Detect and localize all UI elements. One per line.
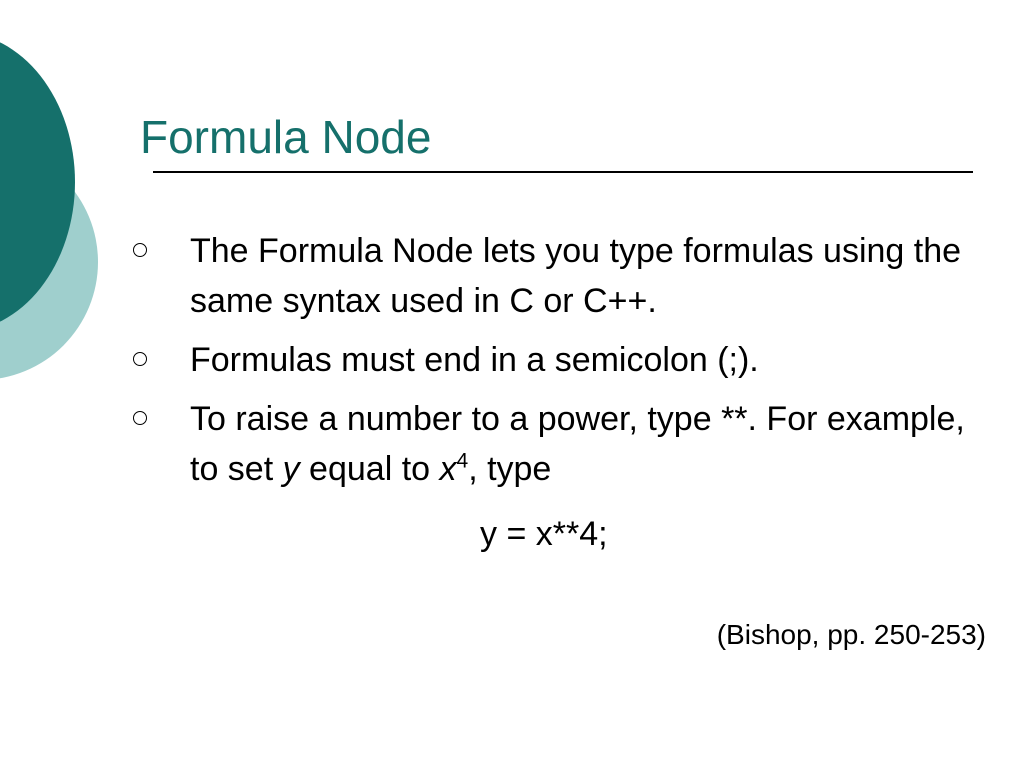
bullet-item <box>0 394 1024 494</box>
bullet-text: Formulas must end in a semicolon (;). <box>190 341 759 379</box>
formula-example: y = x**4; <box>480 515 608 553</box>
bullet-text: To raise a number to a power, type **. For example, to set <box>190 400 965 488</box>
title-underline <box>153 171 973 173</box>
bullet-item <box>0 335 1024 385</box>
citation: (Bishop, pp. 250-253) <box>716 619 986 650</box>
bullet-list <box>0 226 1024 503</box>
variable-x: x <box>439 450 457 488</box>
bullet-marker-icon <box>133 352 147 366</box>
bullet-marker-icon <box>133 411 147 425</box>
bullet-text: equal to <box>299 450 440 488</box>
exponent: 4 <box>456 449 469 473</box>
slide-title: Formula Node <box>140 111 432 163</box>
bullet-marker-icon <box>133 243 147 257</box>
bullet-item <box>0 226 1024 326</box>
variable-y: y <box>282 450 300 488</box>
bullet-text: The Formula Node lets you type formulas using the same syntax used in C or C++. <box>190 232 962 320</box>
bullet-text: , type <box>468 450 552 488</box>
